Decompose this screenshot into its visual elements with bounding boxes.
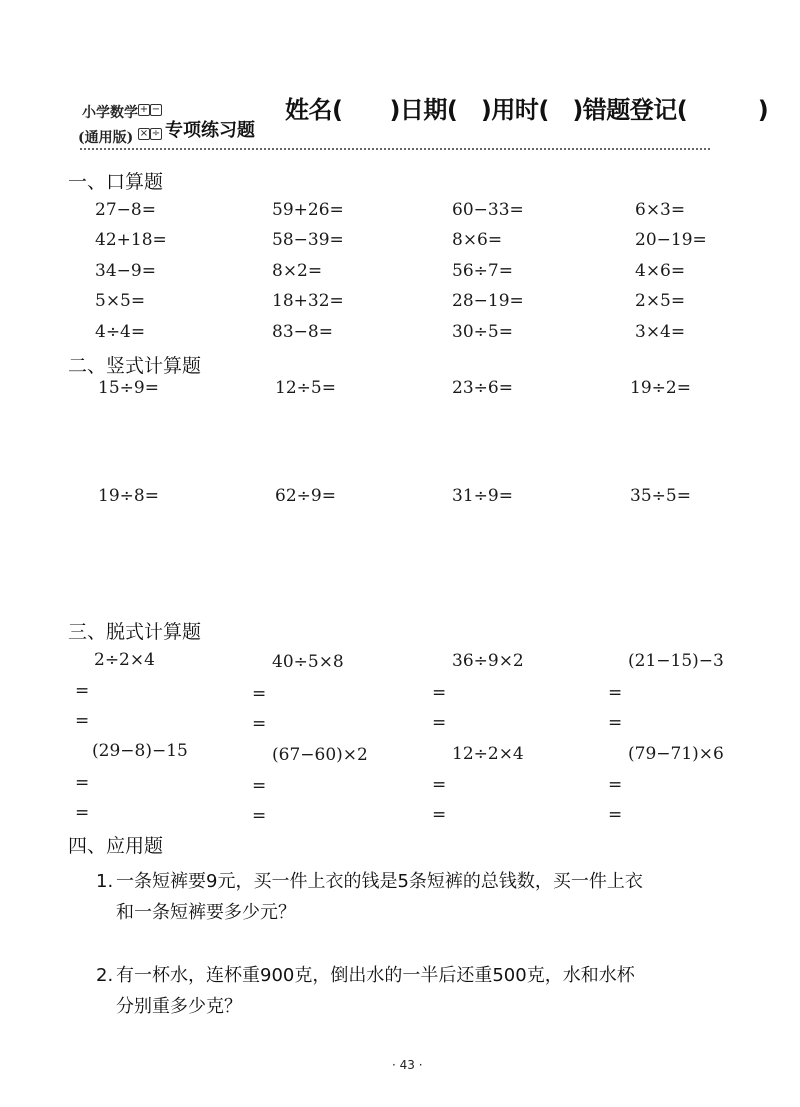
stepwise-item: 40÷5×8	[272, 652, 344, 672]
question-text: 和一条短裤要多少元？	[116, 902, 296, 923]
brand-line-2: (通用版)	[78, 130, 134, 146]
answer-line-eq: =	[608, 713, 623, 733]
oral-item: 34−9=	[95, 261, 156, 281]
answer-line-eq: =	[252, 806, 267, 826]
answer-line-eq: =	[432, 775, 447, 795]
answer-line-eq: =	[75, 681, 90, 701]
answer-line-eq: =	[608, 805, 623, 825]
answer-line-eq: =	[75, 711, 90, 731]
vertical-item: 62÷9=	[275, 486, 336, 506]
minus-icon: −	[151, 104, 161, 115]
vertical-item: 19÷8=	[98, 486, 159, 506]
question-text: 一条短裤要9元，买一件上衣的钱是5条短裤的总钱数，买一件上衣	[116, 871, 643, 892]
question-number: 1.	[96, 871, 114, 892]
answer-line-eq: =	[432, 683, 447, 703]
oral-item: 59+26=	[272, 200, 344, 220]
oral-item: 30÷5=	[452, 322, 513, 342]
oral-item: 18+32=	[272, 291, 344, 311]
section-title-stepwise: 三、脱式计算题	[68, 621, 202, 643]
oral-item: 3×4=	[635, 322, 686, 342]
divide-icon: ÷	[151, 128, 161, 139]
answer-line-eq: =	[252, 684, 267, 704]
stepwise-item: 36÷9×2	[452, 651, 524, 671]
oral-item: 20−19=	[635, 230, 707, 250]
vertical-item: 15÷9=	[98, 378, 159, 398]
oral-item: 28−19=	[452, 291, 524, 311]
section-title-word-problems: 四、应用题	[68, 835, 164, 857]
header-divider	[80, 148, 710, 150]
answer-line-eq: =	[75, 773, 90, 793]
vertical-item: 23÷6=	[452, 378, 513, 398]
stepwise-item: (21−15)−3	[628, 651, 724, 671]
answer-line-eq: =	[432, 713, 447, 733]
oral-item: 5×5=	[95, 291, 146, 311]
brand-line-1: 小学数学	[82, 105, 138, 121]
question-text: 有一杯水，连杯重900克，倒出水的一半后还重500克，水和水杯	[116, 965, 635, 986]
answer-line-eq: =	[252, 714, 267, 734]
answer-line-eq: =	[252, 776, 267, 796]
stepwise-item: 12÷2×4	[452, 744, 524, 764]
answer-line-eq: =	[608, 775, 623, 795]
oral-item: 56÷7=	[452, 261, 513, 281]
oral-item: 6×3=	[635, 200, 686, 220]
oral-item: 4×6=	[635, 261, 686, 281]
vertical-item: 31÷9=	[452, 486, 513, 506]
times-icon: ×	[139, 128, 149, 139]
oral-item: 8×2=	[272, 261, 323, 281]
plus-icon: +	[139, 104, 149, 115]
stepwise-item: 2÷2×4	[94, 650, 155, 670]
oral-item: 42+18=	[95, 230, 167, 250]
answer-line-eq: =	[75, 803, 90, 823]
oral-item: 27−8=	[95, 200, 156, 220]
operations-logo	[138, 104, 160, 148]
oral-item: 8×6=	[452, 230, 503, 250]
vertical-item: 35÷5=	[630, 486, 691, 506]
section-title-vertical: 二、竖式计算题	[68, 355, 202, 377]
oral-item: 60−33=	[452, 200, 524, 220]
stepwise-item: (67−60)×2	[272, 745, 368, 765]
student-info-register: 姓名( )日期( )用时( )错题登记( )	[285, 96, 769, 124]
vertical-item: 12÷5=	[275, 378, 336, 398]
oral-item: 58−39=	[272, 230, 344, 250]
question-text: 分别重多少克？	[116, 996, 242, 1017]
oral-item: 4÷4=	[95, 322, 146, 342]
answer-line-eq: =	[608, 683, 623, 703]
question-number: 2.	[96, 965, 114, 986]
brand-title: 专项练习题	[165, 120, 255, 141]
answer-line-eq: =	[432, 805, 447, 825]
vertical-item: 19÷2=	[630, 378, 691, 398]
stepwise-item: (79−71)×6	[628, 744, 724, 764]
section-title-oral: 一、口算题	[68, 171, 164, 193]
oral-item: 83−8=	[272, 322, 333, 342]
oral-item: 2×5=	[635, 291, 686, 311]
page-number: · 43 ·	[392, 1058, 423, 1072]
stepwise-item: (29−8)−15	[92, 741, 188, 761]
